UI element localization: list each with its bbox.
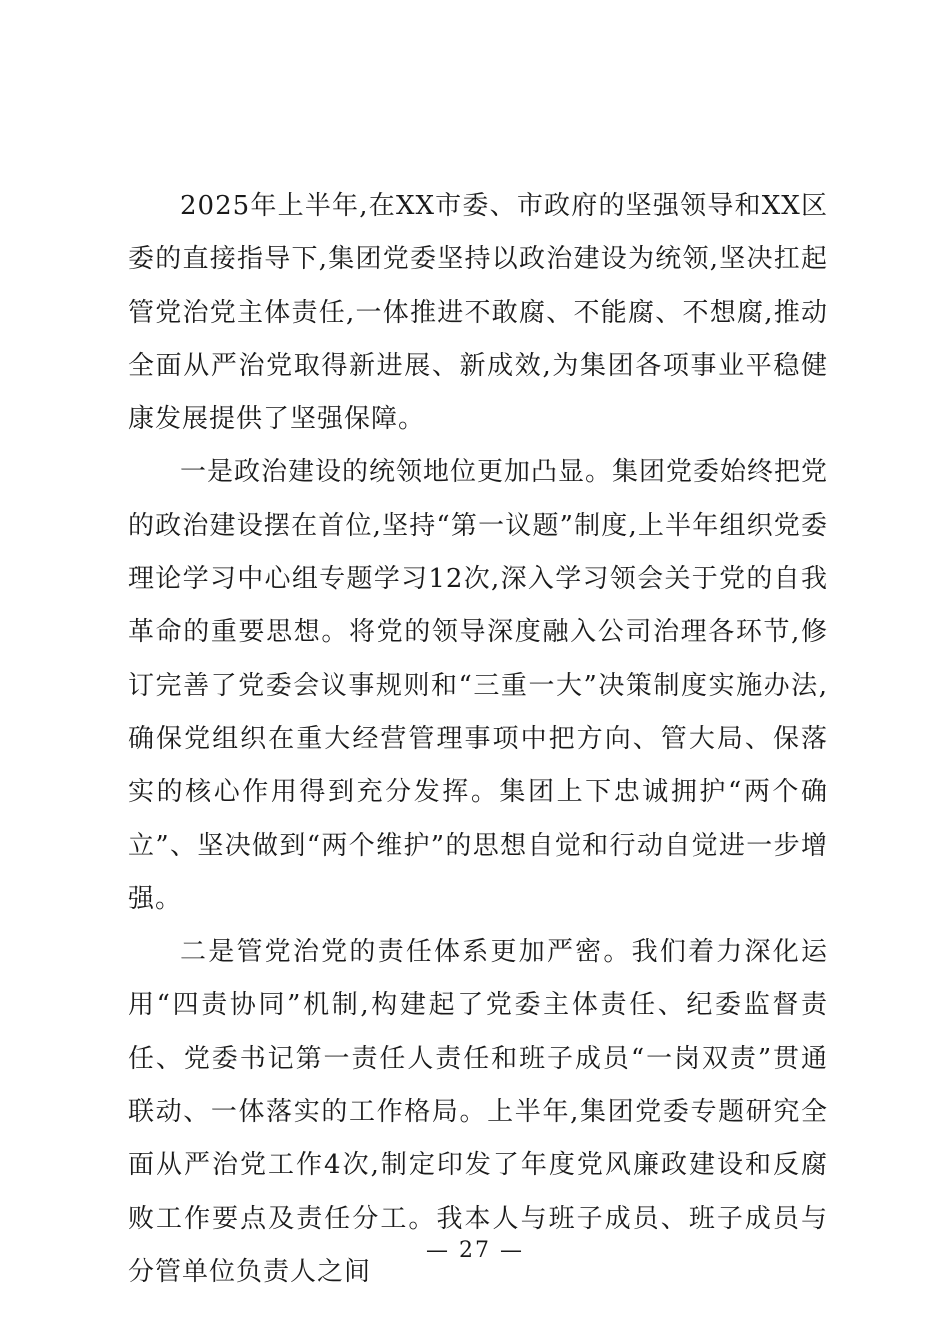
- page-number: — 27 —: [426, 1238, 524, 1263]
- paragraph-responsibility-system: 二是管党治党的责任体系更加严密。我们着力深化运用“四责协同”机制,构建起了党委主体责任、纪委监督责任、党委书记第一责任人责任和班子成员“一岗双责”贯通联动、一体落实的工作格局。上半年,集团党委专题研究全面从严治党工作4次,制定印发了年度党风廉政建设和反腐败工作要点及责任分工。我本人与班子成员、班子成员与分管单位负责人之间: [128, 937, 828, 1287]
- paragraph-political-construction: 一是政治建设的统领地位更加凸显。集团党委始终把党的政治建设摆在首位,坚持“第一议题”制度,上半年组织党委理论学习中心组专题学习12次,深入学习领会关于党的自我革命的重要思想。将党的领导深度融入公司治理各环节,修订完善了党委会议事规则和“三重一大”决策制度实施办法,确保党组织在重大经营管理事项中把方向、管大局、保落实的核心作用得到充分发挥。集团上下忠诚拥护“两个确立”、坚决做到“两个维护”的思想自觉和行动自觉进一步增强。: [128, 457, 829, 914]
- body-text: [128, 180, 828, 1299]
- paragraph-intro: 2025年上半年,在XX市委、市政府的坚强领导和XX区委的直接指导下,集团党委坚持以政治建设为统领,坚决扛起管党治党主体责任,一体推进不敢腐、不能腐、不想腐,推动全面从严治党取得新进展、新成效,为集团各项事业平稳健康发展提供了坚强保障。: [128, 191, 828, 435]
